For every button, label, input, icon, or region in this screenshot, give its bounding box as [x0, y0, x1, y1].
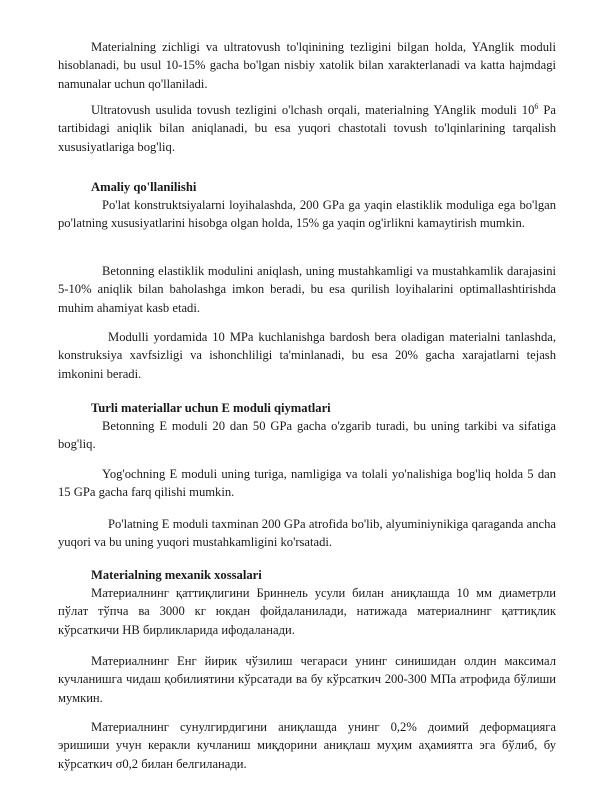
paragraph-yield-strength: Материалнинг сунулгирдигини аниқлашда унинг 0,2% доимий деформацияга эришиши учун керакли кучланиш миқдорини аниқлаш муҳим аҳамиятга эга бўлиб, бу кўрсаткич σ0,2 билан белгиланади.: [58, 720, 556, 771]
paragraph-concrete-e-modulus: Betonning E moduli 20 dan 50 GPa gacha o'zgarib turadi, bu uning tarkibi va sifatiga bog'liq.: [58, 419, 556, 452]
heading-practical-application: Amaliy qo'llanilishi: [91, 180, 197, 194]
paragraph-ultrasound-accuracy: [58, 101, 556, 156]
paragraph-material-selection: Modulli yordamida 10 MPa kuchlanishga bardosh bera oladigan materialni tanlashda, konstruksiya xavfsizligi va ishonchliligi ta'minlanadi, bu esa 20% gacha xarajatlarni tejash imkonini beradi.: [58, 330, 556, 381]
paragraph-wood-e-modulus: Yog'ochning E moduli uning turiga, namligiga va tolali yo'nalishiga bog'liq holda 5 dan 15 GPa gacha farq qilishi mumkin.: [58, 467, 556, 500]
paragraph-ultrasound-density: Materialning zichligi va ultratovush to'lqinining tezligini bilgan holda, YAnglik moduli hisoblanadi, bu usul 10-15% gacha bo'lgan nisbiy xatolik bilan xarakterlanadi va katta hajmdagi namunalar uchun qo'llaniladi.: [58, 40, 556, 91]
heading-mechanical-properties: Materialning mexanik xossalari: [91, 568, 262, 582]
heading-e-modulus-values: Turli materiallar uchun E moduli qiymatlari: [91, 401, 331, 415]
superscript-exponent: 6: [534, 101, 539, 111]
paragraph-tensile-strength: Материалнинг Енг йирик чўзилиш чегараси унинг синишидан олдин максимал кучланишга чидаш қобилиятини кўрсатади ва бу кўрсаткич 200-300 МПа атрофида бўлиши мумкин.: [58, 654, 556, 705]
paragraph-text: Ultratovush usulida tovush tezligini o'lchash orqali, materialning YAnglik moduli 10: [91, 103, 535, 117]
paragraph-steel-design: Po'lat konstruktsiyalarni loyihalashda, 200 GPa ga yaqin elastiklik moduliga ega bo'lgan po'latning xususiyatlarini hisobga olgan holda, 15% ga yaqin og'irlikni kamaytirish mumkin.: [58, 198, 556, 231]
paragraph-concrete-modulus: Betonning elastiklik modulini aniqlash, uning mustahkamligi va mustahkamlik darajasini 5-10% aniqlik bilan baholashga imkon beradi, bu esa qurilish loyihalarini optimallashtirishda muhim ahamiyat kasb etadi.: [58, 264, 556, 315]
paragraph-brinell-hardness: Материалнинг қаттиқлигини Бриннель усули билан аниқлашда 10 мм диаметрли пўлат тўпча ва 3000 кг юкдан фойдаланилади, натижада материалнинг қаттиқлик кўрсаткичи НВ бирликларида ифодаланади.: [58, 586, 556, 637]
paragraph-text: Pa tartibidagi aniqlik bilan aniqlanadi, bu esa yuqori chastotali tovush to'lqinlarining tarqalish xususiyatlariga bog'liq.: [58, 103, 556, 154]
paragraph-steel-e-modulus: Po'latning E moduli taxminan 200 GPa atrofida bo'lib, alyuminiynikiga qaraganda ancha yuqori va bu uning yuqori mustahkamligini ko'rsatadi.: [58, 517, 556, 550]
